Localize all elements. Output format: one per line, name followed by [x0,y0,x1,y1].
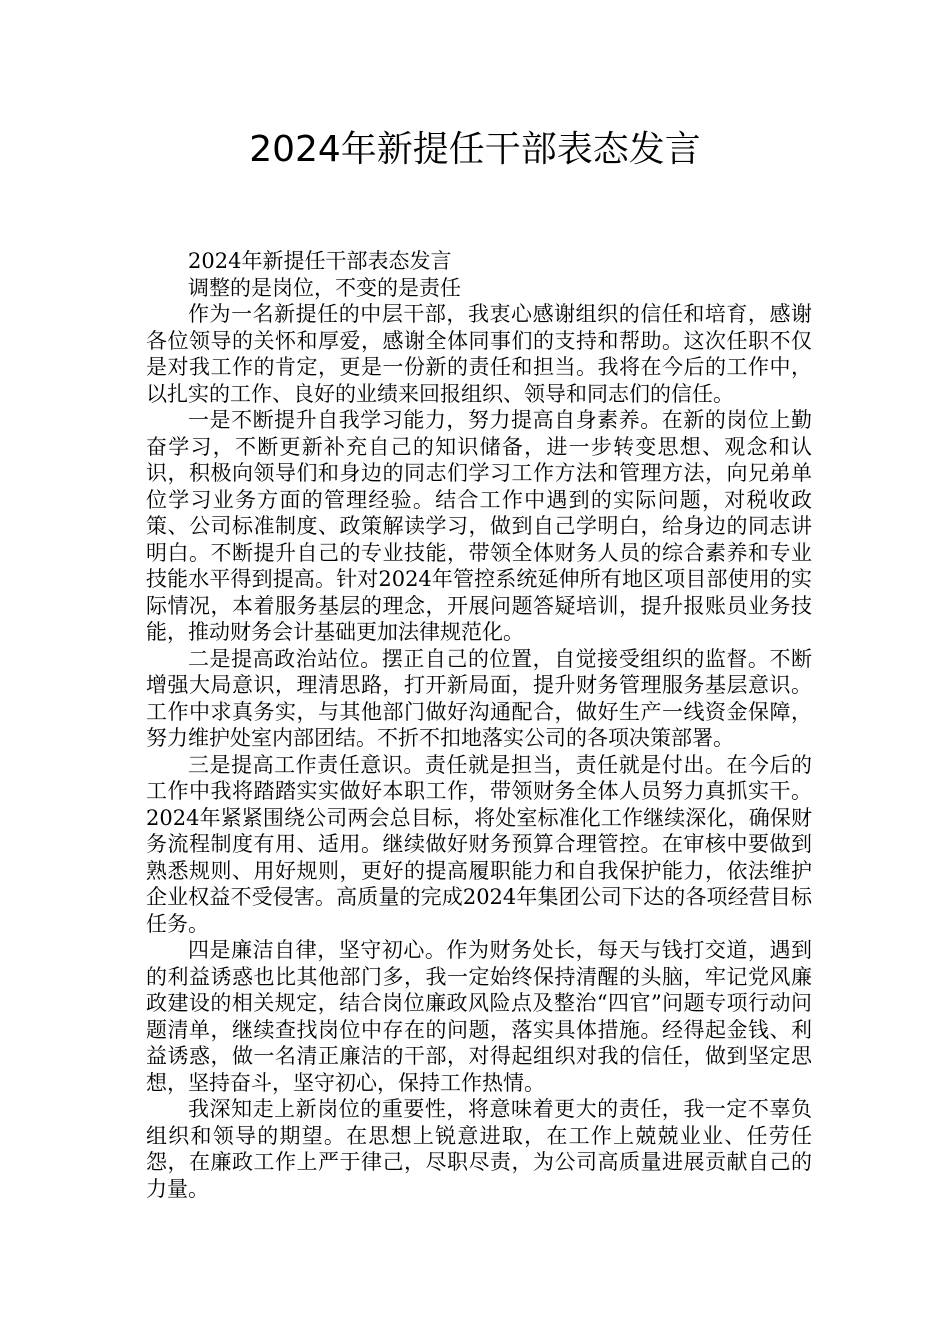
paragraph-point-3: 三是提高工作责任意识。责任就是担当，责任就是付出。在今后的工作中我将踏踏实实做好本职工作，带领财务全体人员努力真抓实干。2024年紧紧围绕公司两会总目标，将处室标准化工作继续深化，确保财务流程制度有用、适用。继续做好财务预算合理管控。在审核中要做到熟悉规则、用好规则，更好的提高履职能力和自我保护能力，依法维护企业权益不受侵害。高质量的完成2024年集团公司下达的各项经营目标任务。 [146,752,812,936]
paragraph-conclusion: 我深知走上新岗位的重要性，将意味着更大的责任，我一定不辜负组织和领导的期望。在思想上锐意进取，在工作上兢兢业业、任劳任怨，在廉政工作上严于律己，尽职尽责，为公司高质量进展贡献自己的力量。 [146,1097,812,1201]
document-title: 2024年新提任干部表态发言 [249,129,701,170]
paragraph-intro: 作为一名新提任的中层干部，我衷心感谢组织的信任和培育，感谢各位领导的关怀和厚爱，感谢全体同事们的支持和帮助。这次任职不仅是对我工作的肯定，更是一份新的责任和担当。我将在今后的工作中，以扎实的工作、良好的业绩来回报组织、领导和同志们的信任。 [146,302,812,406]
paragraph-point-1: 一是不断提升自我学习能力，努力提高自身素养。在新的岗位上勤奋学习，不断更新补充自己的知识储备，进一步转变思想、观念和认识，积极向领导们和身边的同志们学习工作方法和管理方法，向兄弟单位学习业务方面的管理经验。结合工作中遇到的实际问题，对税收政策、公司标准制度、政策解读学习，做到自己学明白，给身边的同志讲明白。不断提升自己的专业技能，带领全体财务人员的综合素养和专业技能水平得到提高。针对2024年管控系统延伸所有地区项目部使用的实际情况，本着服务基层的理念，开展问题答疑培训，提升报账员业务技能，推动财务会计基础更加法律规范化。 [146,408,812,644]
paragraph-point-4: 四是廉洁自律，坚守初心。作为财务处长，每天与钱打交道，遇到的利益诱惑也比其他部门多，我一定始终保持清醒的头脑，牢记党风廉政建设的相关规定，结合岗位廉政风险点及整治“四官”问题专项行动问题清单，继续查找岗位中存在的问题，落实具体措施。经得起金钱、利益诱惑，做一名清正廉洁的干部，对得起组织对我的信任，做到坚定思想，坚持奋斗，坚守初心，保持工作热情。 [146,938,812,1095]
paragraph-subheading: 调整的是岗位，不变的是责任 [188,275,461,300]
paragraph-point-2: 二是提高政治站位。摆正自己的位置，自觉接受组织的监督。不断增强大局意识，理清思路，打开新局面，提升财务管理服务基层意识。工作中求真务实，与其他部门做好沟通配合，做好生产一线资金保障，努力维护处室内部团结。不折不扣地落实公司的各项决策部署。 [146,646,812,750]
document-body [146,248,812,1202]
paragraph-heading: 2024年新提任干部表态发言 [188,249,452,273]
